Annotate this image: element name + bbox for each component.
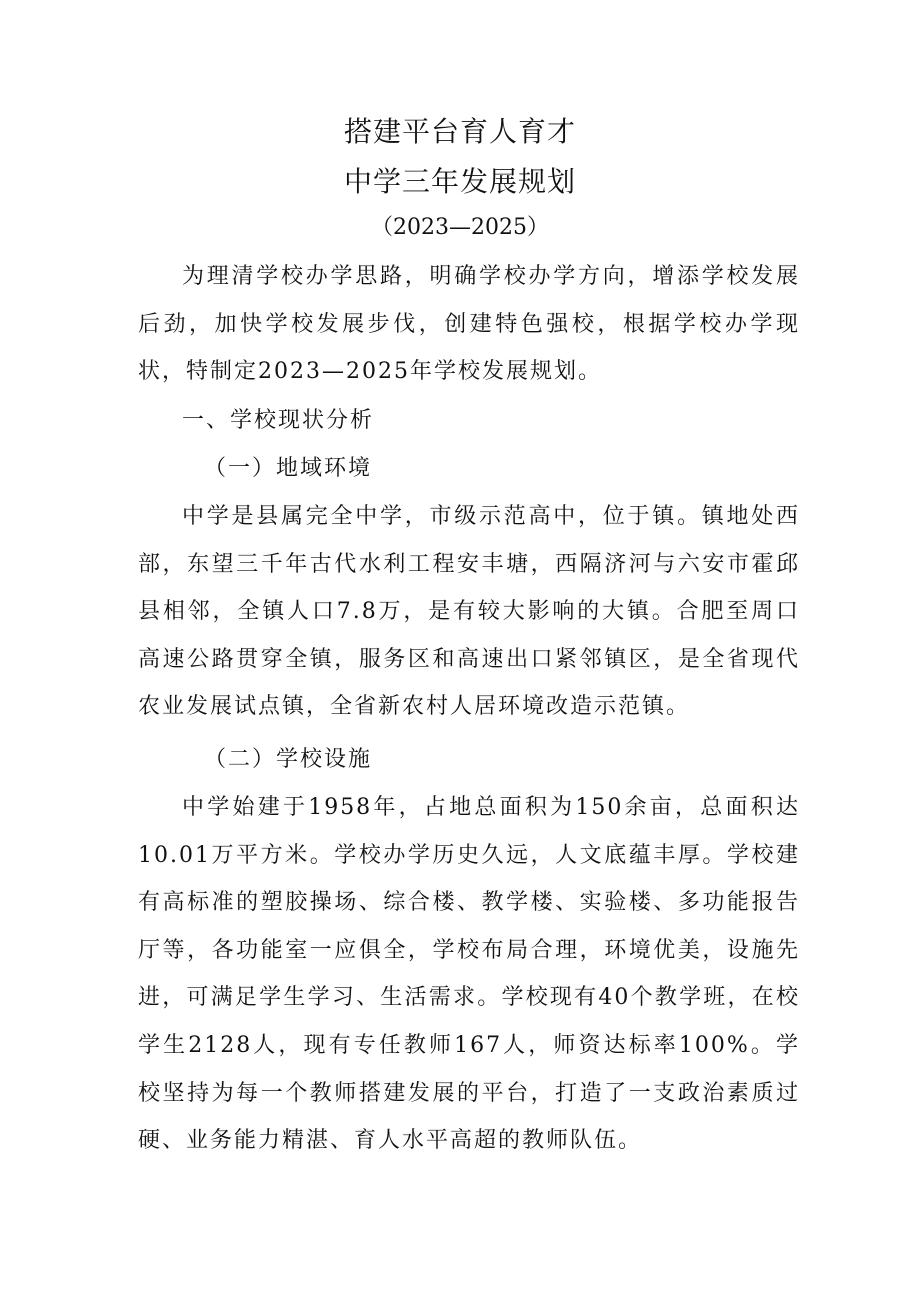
school-facilities-paragraph: 中学始建于1958年，占地总面积为150余亩，总面积达10.01万平方米。学校办学历史久远，人文底蕴丰厚。学校建有高标准的塑胶操场、综合楼、教学楼、实验楼、多功能报告厅等，各功能室一应俱全，学校布局合理，环境优美，设施先进，可满足学生学习、生活需求。学校现有40个教学班，在校学生2128人，现有专任教师167人，师资达标率100%。学校坚持为每一个教师搭建发展的平台，打造了一支政治素质过硬、业务能力精湛、育人水平高超的教师队伍。 xyxy=(138,795,800,1154)
subsection-heading-school-facilities: （二）学校设施 xyxy=(204,747,373,772)
document-title-years: （2023—2025） xyxy=(371,215,549,240)
intro-paragraph: 为理清学校办学思路，明确学校办学方向，增添学校发展后劲，加快学校发展步伐，创建特色强校，根据学校办学现状，特制定2023—2025年学校发展规划。 xyxy=(138,264,800,385)
section-heading-status-analysis: 一、学校现状分析 xyxy=(182,408,375,433)
document-title-line-2: 中学三年发展规划 xyxy=(343,165,576,198)
document-title-line-1: 搭建平台育人育才 xyxy=(343,115,576,148)
regional-environment-paragraph: 中学是县属完全中学，市级示范高中，位于镇。镇地处西部，东望三千年古代水利工程安丰塘，西隔济河与六安市霍邱县相邻，全镇人口7.8万，是有较大影响的大镇。合肥至周口高速公路贯穿全镇，服务区和高速出口紧邻镇区，是全省现代农业发展试点镇，全省新农村人居环境改造示范镇。 xyxy=(138,504,800,720)
subsection-heading-regional-environment: （一）地域环境 xyxy=(204,456,373,481)
